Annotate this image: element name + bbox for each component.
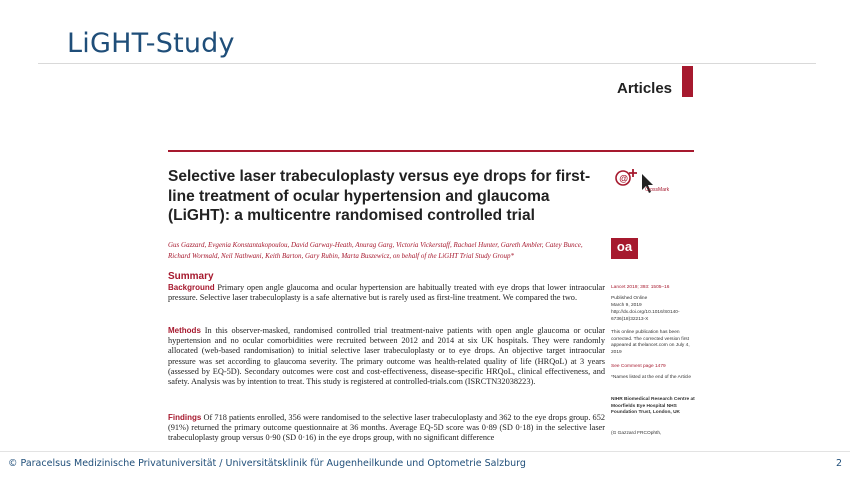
article-title: Selective laser trabeculoplasty versus eye drops for first-line treatment of ocular hypertension and glaucoma (LiGHT): a multicentre randomised controlled trial (168, 168, 591, 224)
page-number: 2 (836, 458, 843, 469)
sidebar-citation: Lancet 2019; 393: 1505–16 (611, 285, 670, 290)
article-page (160, 64, 700, 456)
article-top-rule (168, 150, 694, 152)
sidebar-doi: http://dx.doi.org/10.1016/S0140-6736(18)32213-X (611, 310, 680, 322)
sidebar-published-online: Published Online (611, 296, 648, 301)
article-authors: Gus Gazzard, Evgenia Konstantakopoulou, David Garway-Heath, Anurag Garg, Victoria Vickerstaff, Rachael Hunter, Gareth Ambler, Catey Bunce, Richard Wormald, Neil Nathwani, Keith Barton, Gary Rubin, Marta Buszewicz, on behalf of the LiGHT Trial Study Group* (168, 241, 583, 260)
svg-text:@: @ (619, 173, 628, 184)
slide-title: LiGHT-Study (67, 28, 235, 59)
sidebar-see-comment: See Comment page 1479 (611, 364, 666, 369)
findings-label: Findings (168, 413, 202, 422)
findings-text: Of 718 patients enrolled, 356 were randomised to the selective laser trabeculoplasty and 362 to the eye drops group. 652 (91%) returned the primary outcome questionnaire at 36 months. Average EQ-5D score was 0·89 (SD 0·18) in the selective laser trabeculoplasty group versus 0·90 (SD 0·16) in the eye drops group, with no significant difference (168, 413, 606, 443)
methods-paragraph (168, 326, 605, 387)
sidebar-names-note: *Names listed at the end of the Article (611, 375, 691, 380)
journal-red-tab (682, 66, 693, 97)
sidebar-published-date: March 9, 2019 (611, 303, 642, 308)
sidebar-correction-note: This online publication has been corrected. The corrected version first appeared at thelancet.com on July 4, 2019 (611, 330, 690, 355)
sidebar-affiliation: NIHR Biomedical Research Centre at Moorfields Eye Hospital NHS Foundation Trust, London, UK (611, 397, 695, 416)
crossmark-label: CrossMark (645, 187, 670, 193)
footer-copyright: © Paracelsus Medizinische Privatuniversität / Universitätsklinik für Augenheilkunde und Optometrie Salzburg (8, 458, 526, 469)
summary-heading: Summary (168, 271, 214, 282)
background-paragraph (168, 283, 605, 303)
background-label: Background (168, 283, 215, 292)
articles-section-label: Articles (617, 80, 673, 97)
sidebar-affiliation-tail: (G Gazzard FRCOphth, (611, 431, 662, 436)
methods-label: Methods (168, 326, 201, 335)
methods-text: In this observer-masked, randomised controlled trial treatment-naive patients with open angle glaucoma or ocular hypertension and no ocular comorbidities were recruited between 2012 and 2014 at six UK hospitals. They were randomly allocated (web-based randomisation) to initial selective laser trabeculoplasty or to eye drops. An objective target intraocular pressure was set according to glaucoma severity. The primary outcome was health-related quality of life (HRQoL) at 3 years (assessed by EQ-5D). Secondary outcomes were cost and cost-effectiveness, disease-specific HRQoL, clinical effectiveness, and safety. Analysis was by intention to treat. This study is registered at controlled-trials.com (ISRCTN32038223). (168, 326, 605, 387)
findings-paragraph (168, 413, 605, 444)
footer-divider (0, 451, 850, 452)
background-text: Primary open angle glaucoma and ocular hypertension are habitually treated with eye drops that lower intraocular pressure. Selective laser trabeculoplasty is a safe alternative but is rarely used as first-line treatment. We compared the two. (168, 283, 605, 303)
open-access-badge: oa (611, 238, 638, 259)
